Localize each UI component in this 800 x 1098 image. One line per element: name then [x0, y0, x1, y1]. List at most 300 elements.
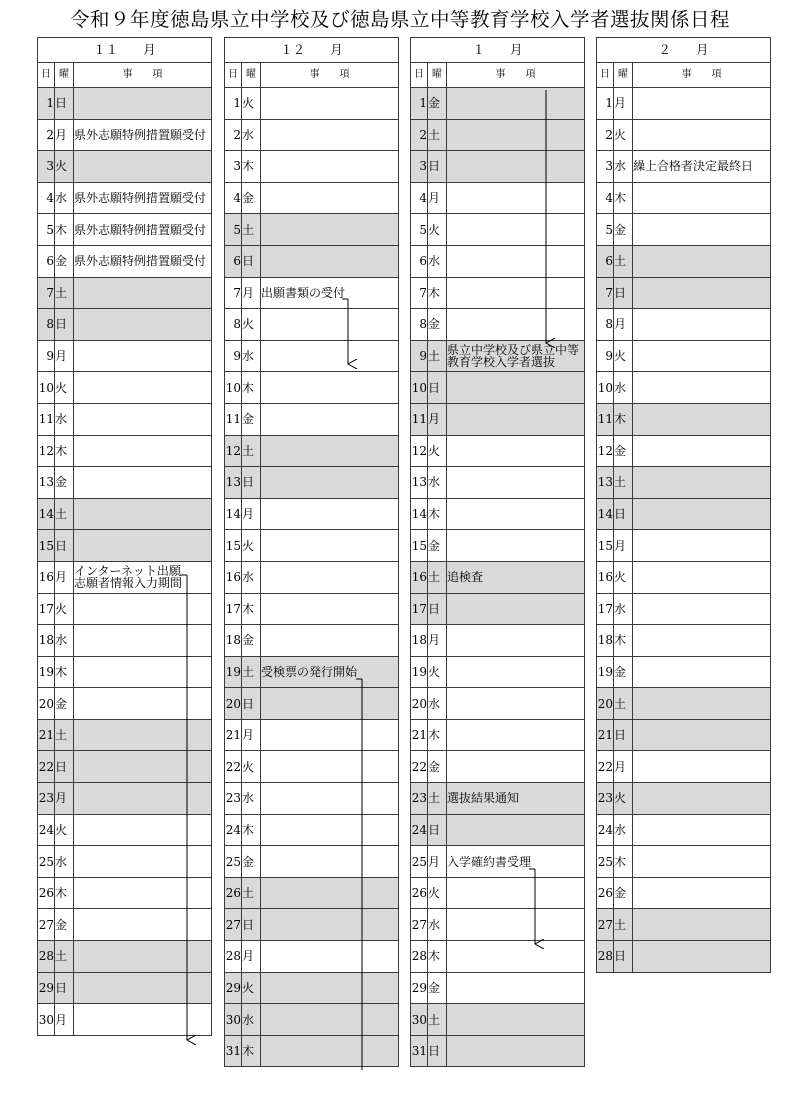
event-cell — [447, 941, 585, 973]
day-of-week: 日 — [55, 751, 74, 783]
day-number: 9 — [225, 340, 242, 372]
event-cell — [447, 467, 585, 499]
event-cell — [447, 498, 585, 530]
day-number: 24 — [411, 814, 428, 846]
event-cell — [74, 719, 212, 751]
day-number: 11 — [225, 403, 242, 435]
day-number: 26 — [411, 877, 428, 909]
day-of-week: 月 — [55, 340, 74, 372]
day-number: 16 — [38, 561, 55, 593]
event-cell — [633, 245, 771, 277]
day-number: 27 — [225, 909, 242, 941]
event-cell — [633, 656, 771, 688]
day-number: 29 — [225, 972, 242, 1004]
day-of-week: 月 — [614, 309, 633, 341]
day-of-week: 木 — [55, 214, 74, 246]
event-text: 出願書類の受付 — [261, 285, 346, 300]
day-number: 3 — [225, 151, 242, 183]
day-number: 3 — [411, 151, 428, 183]
table-row — [411, 214, 585, 246]
event-cell — [447, 846, 585, 878]
event-cell — [261, 119, 399, 151]
table-row — [225, 467, 399, 499]
day-number: 23 — [411, 783, 428, 815]
day-number: 28 — [225, 941, 242, 973]
table-row — [38, 151, 212, 183]
table-row — [225, 1035, 399, 1067]
day-of-week: 火 — [428, 214, 447, 246]
event-text: 県外志願特例措置願受付 — [74, 127, 207, 142]
day-of-week: 水 — [55, 403, 74, 435]
day-of-week: 土 — [614, 688, 633, 720]
day-of-week: 金 — [242, 182, 261, 214]
column-header-item: 事 項 — [447, 63, 585, 88]
day-number: 16 — [411, 561, 428, 593]
event-cell — [447, 814, 585, 846]
table-row — [411, 1035, 585, 1067]
day-of-week: 水 — [55, 846, 74, 878]
day-number: 7 — [38, 277, 55, 309]
day-of-week: 日 — [614, 498, 633, 530]
table-row — [38, 530, 212, 562]
table-row — [411, 182, 585, 214]
column-header-item: 事 項 — [633, 63, 771, 88]
calendar-december — [224, 37, 399, 1067]
day-of-week: 土 — [428, 561, 447, 593]
table-row — [225, 877, 399, 909]
day-of-week: 金 — [242, 403, 261, 435]
event-cell — [447, 593, 585, 625]
table-row — [411, 340, 585, 372]
day-number: 8 — [411, 309, 428, 341]
day-number: 25 — [411, 846, 428, 878]
day-of-week: 水 — [614, 372, 633, 404]
day-of-week: 金 — [428, 309, 447, 341]
day-of-week: 日 — [242, 688, 261, 720]
day-of-week: 木 — [242, 814, 261, 846]
event-cell — [261, 1004, 399, 1036]
event-cell — [633, 814, 771, 846]
day-number: 27 — [597, 909, 614, 941]
day-number: 20 — [411, 688, 428, 720]
month-label: ２ 月 — [597, 38, 771, 63]
table-row — [225, 625, 399, 657]
event-cell — [447, 561, 585, 593]
day-of-week: 土 — [55, 498, 74, 530]
day-number: 13 — [225, 467, 242, 499]
day-of-week: 日 — [55, 530, 74, 562]
day-of-week: 火 — [614, 561, 633, 593]
day-of-week: 金 — [614, 214, 633, 246]
day-number: 2 — [411, 119, 428, 151]
table-row — [225, 846, 399, 878]
table-row — [411, 625, 585, 657]
table-row — [411, 656, 585, 688]
table-row — [597, 277, 771, 309]
table-row — [411, 783, 585, 815]
table-row — [597, 909, 771, 941]
event-text-line2: 志願者情報入力期間 — [74, 576, 183, 591]
day-number: 27 — [411, 909, 428, 941]
event-cell — [447, 530, 585, 562]
day-number: 22 — [411, 751, 428, 783]
event-cell — [74, 88, 212, 120]
event-cell — [74, 277, 212, 309]
column-header-item: 事 項 — [74, 63, 212, 88]
month-label: １１ 月 — [38, 38, 212, 63]
day-of-week: 土 — [242, 435, 261, 467]
calendar-november — [37, 37, 212, 1036]
table-row — [597, 846, 771, 878]
day-number: 18 — [38, 625, 55, 657]
day-of-week: 土 — [614, 909, 633, 941]
event-cell — [633, 561, 771, 593]
day-number: 21 — [411, 719, 428, 751]
day-number: 12 — [597, 435, 614, 467]
day-of-week: 木 — [428, 498, 447, 530]
day-number: 4 — [38, 182, 55, 214]
day-of-week: 水 — [55, 182, 74, 214]
day-of-week: 火 — [242, 751, 261, 783]
table-row — [225, 119, 399, 151]
event-cell — [261, 467, 399, 499]
event-text: 県立中学校及び県立中等 — [447, 343, 580, 358]
day-number: 29 — [38, 972, 55, 1004]
table-row — [38, 214, 212, 246]
event-text-line2: 教育学校入学者選抜 — [447, 355, 556, 370]
table-row — [597, 561, 771, 593]
table-row — [225, 435, 399, 467]
table-row — [597, 245, 771, 277]
day-number: 1 — [225, 88, 242, 120]
table-row — [225, 151, 399, 183]
day-number: 17 — [597, 593, 614, 625]
event-cell — [261, 340, 399, 372]
day-number: 5 — [38, 214, 55, 246]
table-row — [38, 593, 212, 625]
table-row — [225, 340, 399, 372]
event-cell — [261, 530, 399, 562]
column-header-day: 日 — [38, 63, 55, 88]
day-number: 9 — [597, 340, 614, 372]
event-cell — [633, 467, 771, 499]
event-cell — [447, 182, 585, 214]
day-of-week: 水 — [428, 245, 447, 277]
table-row — [38, 814, 212, 846]
day-of-week: 木 — [242, 372, 261, 404]
event-cell — [261, 309, 399, 341]
event-cell — [74, 688, 212, 720]
day-of-week: 月 — [55, 561, 74, 593]
day-of-week: 金 — [55, 909, 74, 941]
event-cell — [261, 182, 399, 214]
table-row — [225, 909, 399, 941]
table-row — [411, 688, 585, 720]
day-of-week: 火 — [242, 88, 261, 120]
day-number: 6 — [225, 245, 242, 277]
day-of-week: 木 — [55, 656, 74, 688]
day-of-week: 月 — [55, 783, 74, 815]
event-cell — [633, 182, 771, 214]
table-row — [38, 182, 212, 214]
day-of-week: 木 — [428, 941, 447, 973]
event-cell — [633, 498, 771, 530]
table-row — [38, 941, 212, 973]
day-of-week: 月 — [242, 719, 261, 751]
event-cell — [633, 435, 771, 467]
column-header-item: 事 項 — [261, 63, 399, 88]
table-row — [38, 277, 212, 309]
table-row — [38, 372, 212, 404]
table-row — [38, 403, 212, 435]
day-number: 9 — [411, 340, 428, 372]
table-row — [597, 340, 771, 372]
table-row — [38, 846, 212, 878]
table-row — [38, 783, 212, 815]
day-number: 19 — [225, 656, 242, 688]
event-text: 入学確約書受理 — [447, 854, 532, 869]
day-of-week: 木 — [614, 625, 633, 657]
calendar-january — [410, 37, 585, 1067]
table-row — [411, 751, 585, 783]
event-cell — [633, 941, 771, 973]
day-of-week: 水 — [614, 151, 633, 183]
event-cell — [447, 625, 585, 657]
day-number: 15 — [225, 530, 242, 562]
day-of-week: 土 — [242, 214, 261, 246]
day-number: 12 — [225, 435, 242, 467]
event-cell — [633, 783, 771, 815]
day-of-week: 日 — [614, 277, 633, 309]
event-cell — [261, 403, 399, 435]
day-of-week: 木 — [614, 403, 633, 435]
day-number: 4 — [597, 182, 614, 214]
table-row — [225, 688, 399, 720]
event-cell — [633, 593, 771, 625]
day-number: 10 — [597, 372, 614, 404]
day-of-week: 木 — [428, 277, 447, 309]
table-row — [597, 309, 771, 341]
event-cell — [74, 783, 212, 815]
table-row — [597, 814, 771, 846]
table-row — [411, 245, 585, 277]
day-number: 19 — [411, 656, 428, 688]
event-text: インターネット出願 — [74, 564, 181, 579]
month-table — [596, 37, 771, 973]
day-number: 28 — [38, 941, 55, 973]
day-of-week: 土 — [614, 467, 633, 499]
table-row — [411, 814, 585, 846]
table-row — [225, 498, 399, 530]
event-cell — [447, 214, 585, 246]
table-row — [597, 593, 771, 625]
day-of-week: 木 — [55, 435, 74, 467]
event-cell — [261, 561, 399, 593]
table-row — [38, 972, 212, 1004]
day-number: 14 — [225, 498, 242, 530]
table-row — [38, 467, 212, 499]
event-text: 県外志願特例措置願受付 — [74, 222, 207, 237]
day-of-week: 土 — [55, 941, 74, 973]
day-of-week: 木 — [614, 846, 633, 878]
table-row — [225, 719, 399, 751]
table-row — [411, 435, 585, 467]
table-row — [38, 498, 212, 530]
event-cell — [633, 119, 771, 151]
event-cell — [261, 1035, 399, 1067]
day-number: 12 — [38, 435, 55, 467]
table-row — [597, 88, 771, 120]
day-number: 22 — [225, 751, 242, 783]
day-number: 15 — [38, 530, 55, 562]
event-text: 受検票の発行開始 — [261, 664, 358, 679]
event-cell — [447, 88, 585, 120]
day-number: 16 — [597, 561, 614, 593]
day-of-week: 火 — [614, 119, 633, 151]
day-number: 23 — [38, 783, 55, 815]
event-cell — [633, 751, 771, 783]
day-of-week: 水 — [242, 783, 261, 815]
table-row — [411, 530, 585, 562]
day-of-week: 火 — [55, 151, 74, 183]
day-number: 28 — [597, 941, 614, 973]
table-row — [225, 561, 399, 593]
event-cell — [74, 1004, 212, 1036]
day-number: 5 — [225, 214, 242, 246]
day-of-week: 火 — [614, 783, 633, 815]
table-row — [411, 467, 585, 499]
table-row — [38, 909, 212, 941]
event-cell — [633, 151, 771, 183]
table-row — [38, 435, 212, 467]
day-number: 26 — [225, 877, 242, 909]
day-number: 30 — [38, 1004, 55, 1036]
day-of-week: 金 — [614, 435, 633, 467]
day-number: 22 — [597, 751, 614, 783]
table-row — [225, 783, 399, 815]
event-cell — [447, 877, 585, 909]
event-cell — [261, 941, 399, 973]
day-of-week: 土 — [242, 877, 261, 909]
day-of-week: 月 — [428, 846, 447, 878]
day-of-week: 金 — [242, 625, 261, 657]
table-row — [38, 119, 212, 151]
table-row — [597, 467, 771, 499]
event-cell — [74, 561, 212, 593]
table-row — [38, 561, 212, 593]
table-row — [597, 214, 771, 246]
event-cell — [447, 435, 585, 467]
event-cell — [447, 783, 585, 815]
day-of-week: 金 — [55, 245, 74, 277]
event-cell — [447, 688, 585, 720]
day-of-week: 水 — [242, 119, 261, 151]
event-cell — [633, 877, 771, 909]
event-cell — [447, 372, 585, 404]
event-cell — [633, 309, 771, 341]
table-row — [411, 877, 585, 909]
day-number: 10 — [38, 372, 55, 404]
event-cell — [447, 340, 585, 372]
table-row — [38, 309, 212, 341]
day-number: 5 — [411, 214, 428, 246]
day-of-week: 水 — [428, 688, 447, 720]
event-cell — [74, 403, 212, 435]
table-row — [411, 277, 585, 309]
event-cell — [74, 151, 212, 183]
day-number: 28 — [411, 941, 428, 973]
event-cell — [447, 309, 585, 341]
event-cell — [447, 245, 585, 277]
table-row — [597, 151, 771, 183]
event-cell — [447, 119, 585, 151]
day-number: 6 — [411, 245, 428, 277]
day-of-week: 土 — [428, 119, 447, 151]
table-row — [597, 435, 771, 467]
day-number: 18 — [225, 625, 242, 657]
day-of-week: 金 — [614, 656, 633, 688]
table-row — [225, 1004, 399, 1036]
day-of-week: 月 — [55, 119, 74, 151]
table-row — [225, 182, 399, 214]
day-number: 17 — [411, 593, 428, 625]
day-of-week: 月 — [428, 625, 447, 657]
table-row — [597, 403, 771, 435]
event-cell — [261, 846, 399, 878]
table-row — [38, 877, 212, 909]
day-number: 15 — [597, 530, 614, 562]
column-header-weekday: 曜 — [55, 63, 74, 88]
day-of-week: 土 — [614, 245, 633, 277]
day-of-week: 日 — [242, 245, 261, 277]
day-number: 13 — [597, 467, 614, 499]
day-of-week: 月 — [614, 88, 633, 120]
table-row — [411, 972, 585, 1004]
event-cell — [633, 688, 771, 720]
day-number: 29 — [411, 972, 428, 1004]
day-of-week: 日 — [428, 372, 447, 404]
table-row — [225, 309, 399, 341]
event-cell — [261, 151, 399, 183]
event-cell — [261, 88, 399, 120]
day-number: 21 — [225, 719, 242, 751]
day-number: 20 — [597, 688, 614, 720]
day-of-week: 月 — [55, 1004, 74, 1036]
day-number: 16 — [225, 561, 242, 593]
day-number: 11 — [597, 403, 614, 435]
event-cell — [261, 972, 399, 1004]
day-of-week: 日 — [55, 309, 74, 341]
table-row — [225, 372, 399, 404]
event-cell — [447, 909, 585, 941]
event-cell — [74, 214, 212, 246]
day-number: 20 — [225, 688, 242, 720]
table-row — [597, 498, 771, 530]
day-of-week: 火 — [428, 877, 447, 909]
event-cell — [447, 751, 585, 783]
day-of-week: 金 — [428, 530, 447, 562]
event-cell — [74, 814, 212, 846]
day-number: 6 — [38, 245, 55, 277]
event-cell — [74, 846, 212, 878]
day-of-week: 木 — [55, 877, 74, 909]
day-of-week: 日 — [428, 1035, 447, 1067]
day-of-week: 日 — [55, 972, 74, 1004]
day-number: 8 — [38, 309, 55, 341]
day-number: 19 — [38, 656, 55, 688]
table-row — [411, 909, 585, 941]
day-of-week: 日 — [428, 814, 447, 846]
